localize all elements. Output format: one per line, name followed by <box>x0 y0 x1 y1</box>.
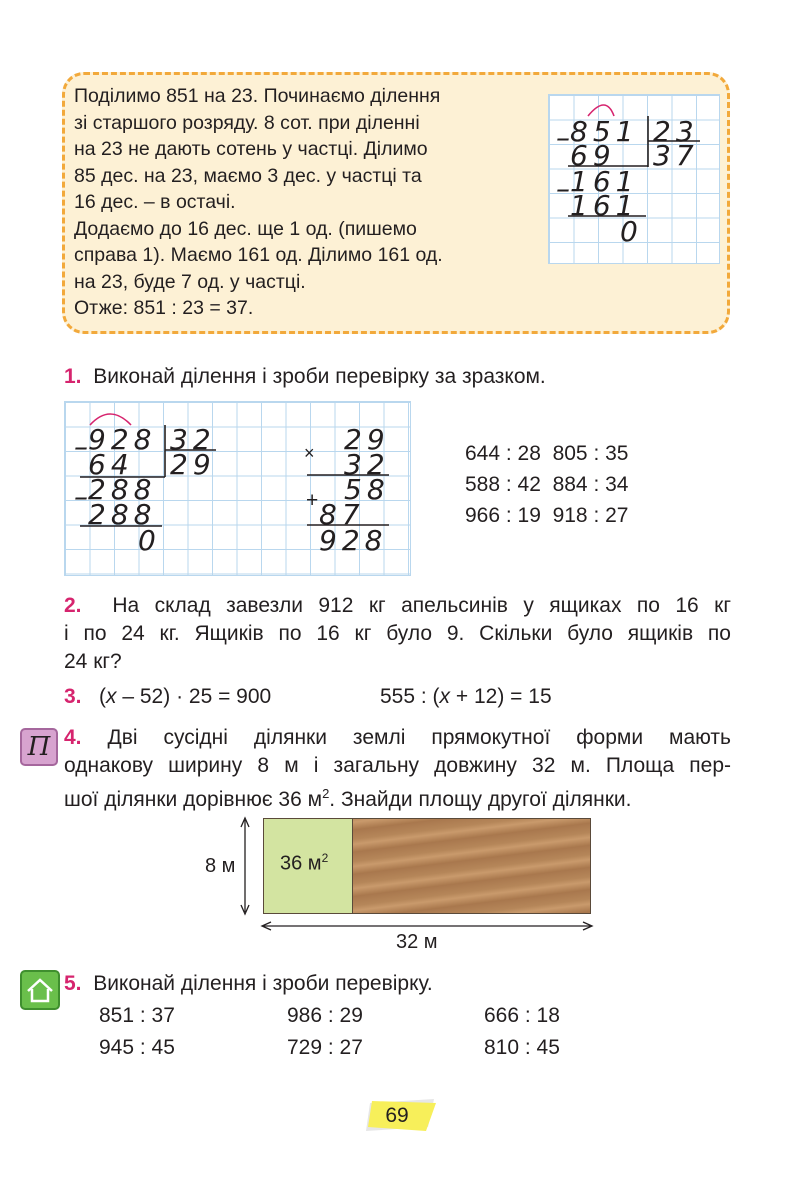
example-divisor: 23 <box>653 115 699 148</box>
explanation-line: 85 дес. на 23, маємо 3 дес. у частці та <box>74 164 422 187</box>
exercise: 588 : 42 <box>465 473 541 496</box>
home-task-icon <box>20 970 60 1010</box>
task-text: Виконай ділення і зроби перевірку. <box>93 972 433 995</box>
task5-exercises <box>99 1000 579 1064</box>
exercise-row <box>465 438 628 469</box>
equation-1: (x – 52) · 25 = 900 <box>99 685 272 708</box>
explanation-text <box>74 83 534 322</box>
exercise: 805 : 35 <box>552 442 629 465</box>
explanation-line: на 23, буде 7 од. у частці. <box>74 270 306 293</box>
exercise: 810 : 45 <box>484 1036 560 1059</box>
example-minus-sign: – <box>556 121 575 154</box>
division-dividend: 928 <box>88 423 157 456</box>
division-minus-sign: – <box>74 430 93 463</box>
exercise-row <box>99 1000 579 1032</box>
task-3 <box>64 683 271 711</box>
task-text: Виконай ділення і зроби перевірку за зразком. <box>93 365 546 388</box>
task-2 <box>64 592 731 676</box>
task-line: 24 кг? <box>64 650 122 673</box>
times-sign: × <box>304 443 315 463</box>
page-number: 69 <box>385 1104 409 1127</box>
exercise: 945 : 45 <box>99 1036 175 1059</box>
exercise: 966 : 19 <box>465 504 541 527</box>
task-number: 4. <box>64 726 82 749</box>
task-1 <box>64 363 546 391</box>
task1-exercises <box>465 438 628 531</box>
team-work-icon <box>20 728 58 766</box>
plus-sign: + <box>306 489 319 512</box>
exercise: 851 : 37 <box>99 1004 175 1027</box>
division-second-sub: 288 <box>88 498 157 531</box>
home-icon <box>22 972 58 1008</box>
exercise: 884 : 34 <box>552 473 629 496</box>
task-number: 2. <box>64 594 82 617</box>
division-divisor: 32 <box>170 423 216 456</box>
check-factor-2: 32 <box>344 448 390 481</box>
example-dividend: 851 <box>570 115 639 148</box>
task-number: 3. <box>64 685 82 708</box>
exercise: 729 : 27 <box>287 1036 363 1059</box>
task-line: 4. Дві сусідні ділянки землі прямокутної форми мають <box>64 726 731 749</box>
task-line: шої ділянки дорівнює 36 $м^2$. Знайди площу другої ділянки. <box>64 786 632 811</box>
width-label: 8 м <box>205 855 236 877</box>
task-line: 2. На склад завезли 912 кг апельсинів у ящиках по 16 кг <box>64 594 731 617</box>
check-partial-1: 58 <box>344 473 390 506</box>
area-label: 36 $м^2$ <box>280 851 329 875</box>
check-factor-1: 29 <box>344 423 390 456</box>
check-partial-2: 87 <box>319 498 365 531</box>
task-line: і по 24 кг. Ящиків по 16 кг було 9. Скільки було ящиків по <box>64 622 731 645</box>
team-work-icon-text: П <box>27 732 51 762</box>
exercise-row <box>465 469 628 500</box>
task-number: 5. <box>64 972 82 995</box>
check-result: 928 <box>319 524 388 557</box>
exercise: 644 : 28 <box>465 442 541 465</box>
division-minus-sign: – <box>74 480 93 513</box>
example-minus-sign: – <box>556 172 575 205</box>
equation-2: 555 : (x + 12) = 15 <box>380 685 552 708</box>
division-first-sub: 64 <box>88 448 134 481</box>
task-line: однакову ширину 8 м і загальну довжину 32 м. Площа пер- <box>64 754 731 777</box>
example-remainder: 0 <box>620 215 643 248</box>
task-4 <box>64 724 731 814</box>
explanation-line: Поділимо 851 на 23. Починаємо ділення <box>74 85 441 107</box>
exercise-row <box>99 1032 579 1064</box>
example-quotient: 37 <box>653 139 699 172</box>
explanation-line: справа 1). Маємо 161 од. Ділимо 161 од. <box>74 244 443 266</box>
explanation-line: 16 дес. – в остачі. <box>74 191 236 213</box>
task-number: 1. <box>64 365 82 388</box>
exercise: 986 : 29 <box>287 1004 363 1027</box>
explanation-line: зі старшого розряду. 8 сот. при діленні <box>74 111 420 134</box>
explanation-line: на 23 не дають сотень у частці. Ділимо <box>74 138 428 160</box>
example-second-sub: 161 <box>570 189 639 222</box>
exercise: 666 : 18 <box>484 1004 560 1027</box>
task-5 <box>64 970 433 998</box>
explanation-line: Додаємо до 16 дес. ще 1 од. (пишемо <box>74 217 417 240</box>
example-second-partial: 161 <box>570 165 639 198</box>
explanation-line: Отже: 851 : 23 = 37. <box>74 297 254 319</box>
dimension-arrows <box>230 810 610 935</box>
exercise-row <box>465 500 628 531</box>
exercise: 918 : 27 <box>552 504 629 527</box>
example-first-sub: 69 <box>570 139 616 172</box>
division-remainder: 0 <box>138 524 161 557</box>
length-label: 32 м <box>396 931 438 953</box>
division-second-partial: 288 <box>88 473 157 506</box>
division-quotient: 29 <box>170 448 216 481</box>
